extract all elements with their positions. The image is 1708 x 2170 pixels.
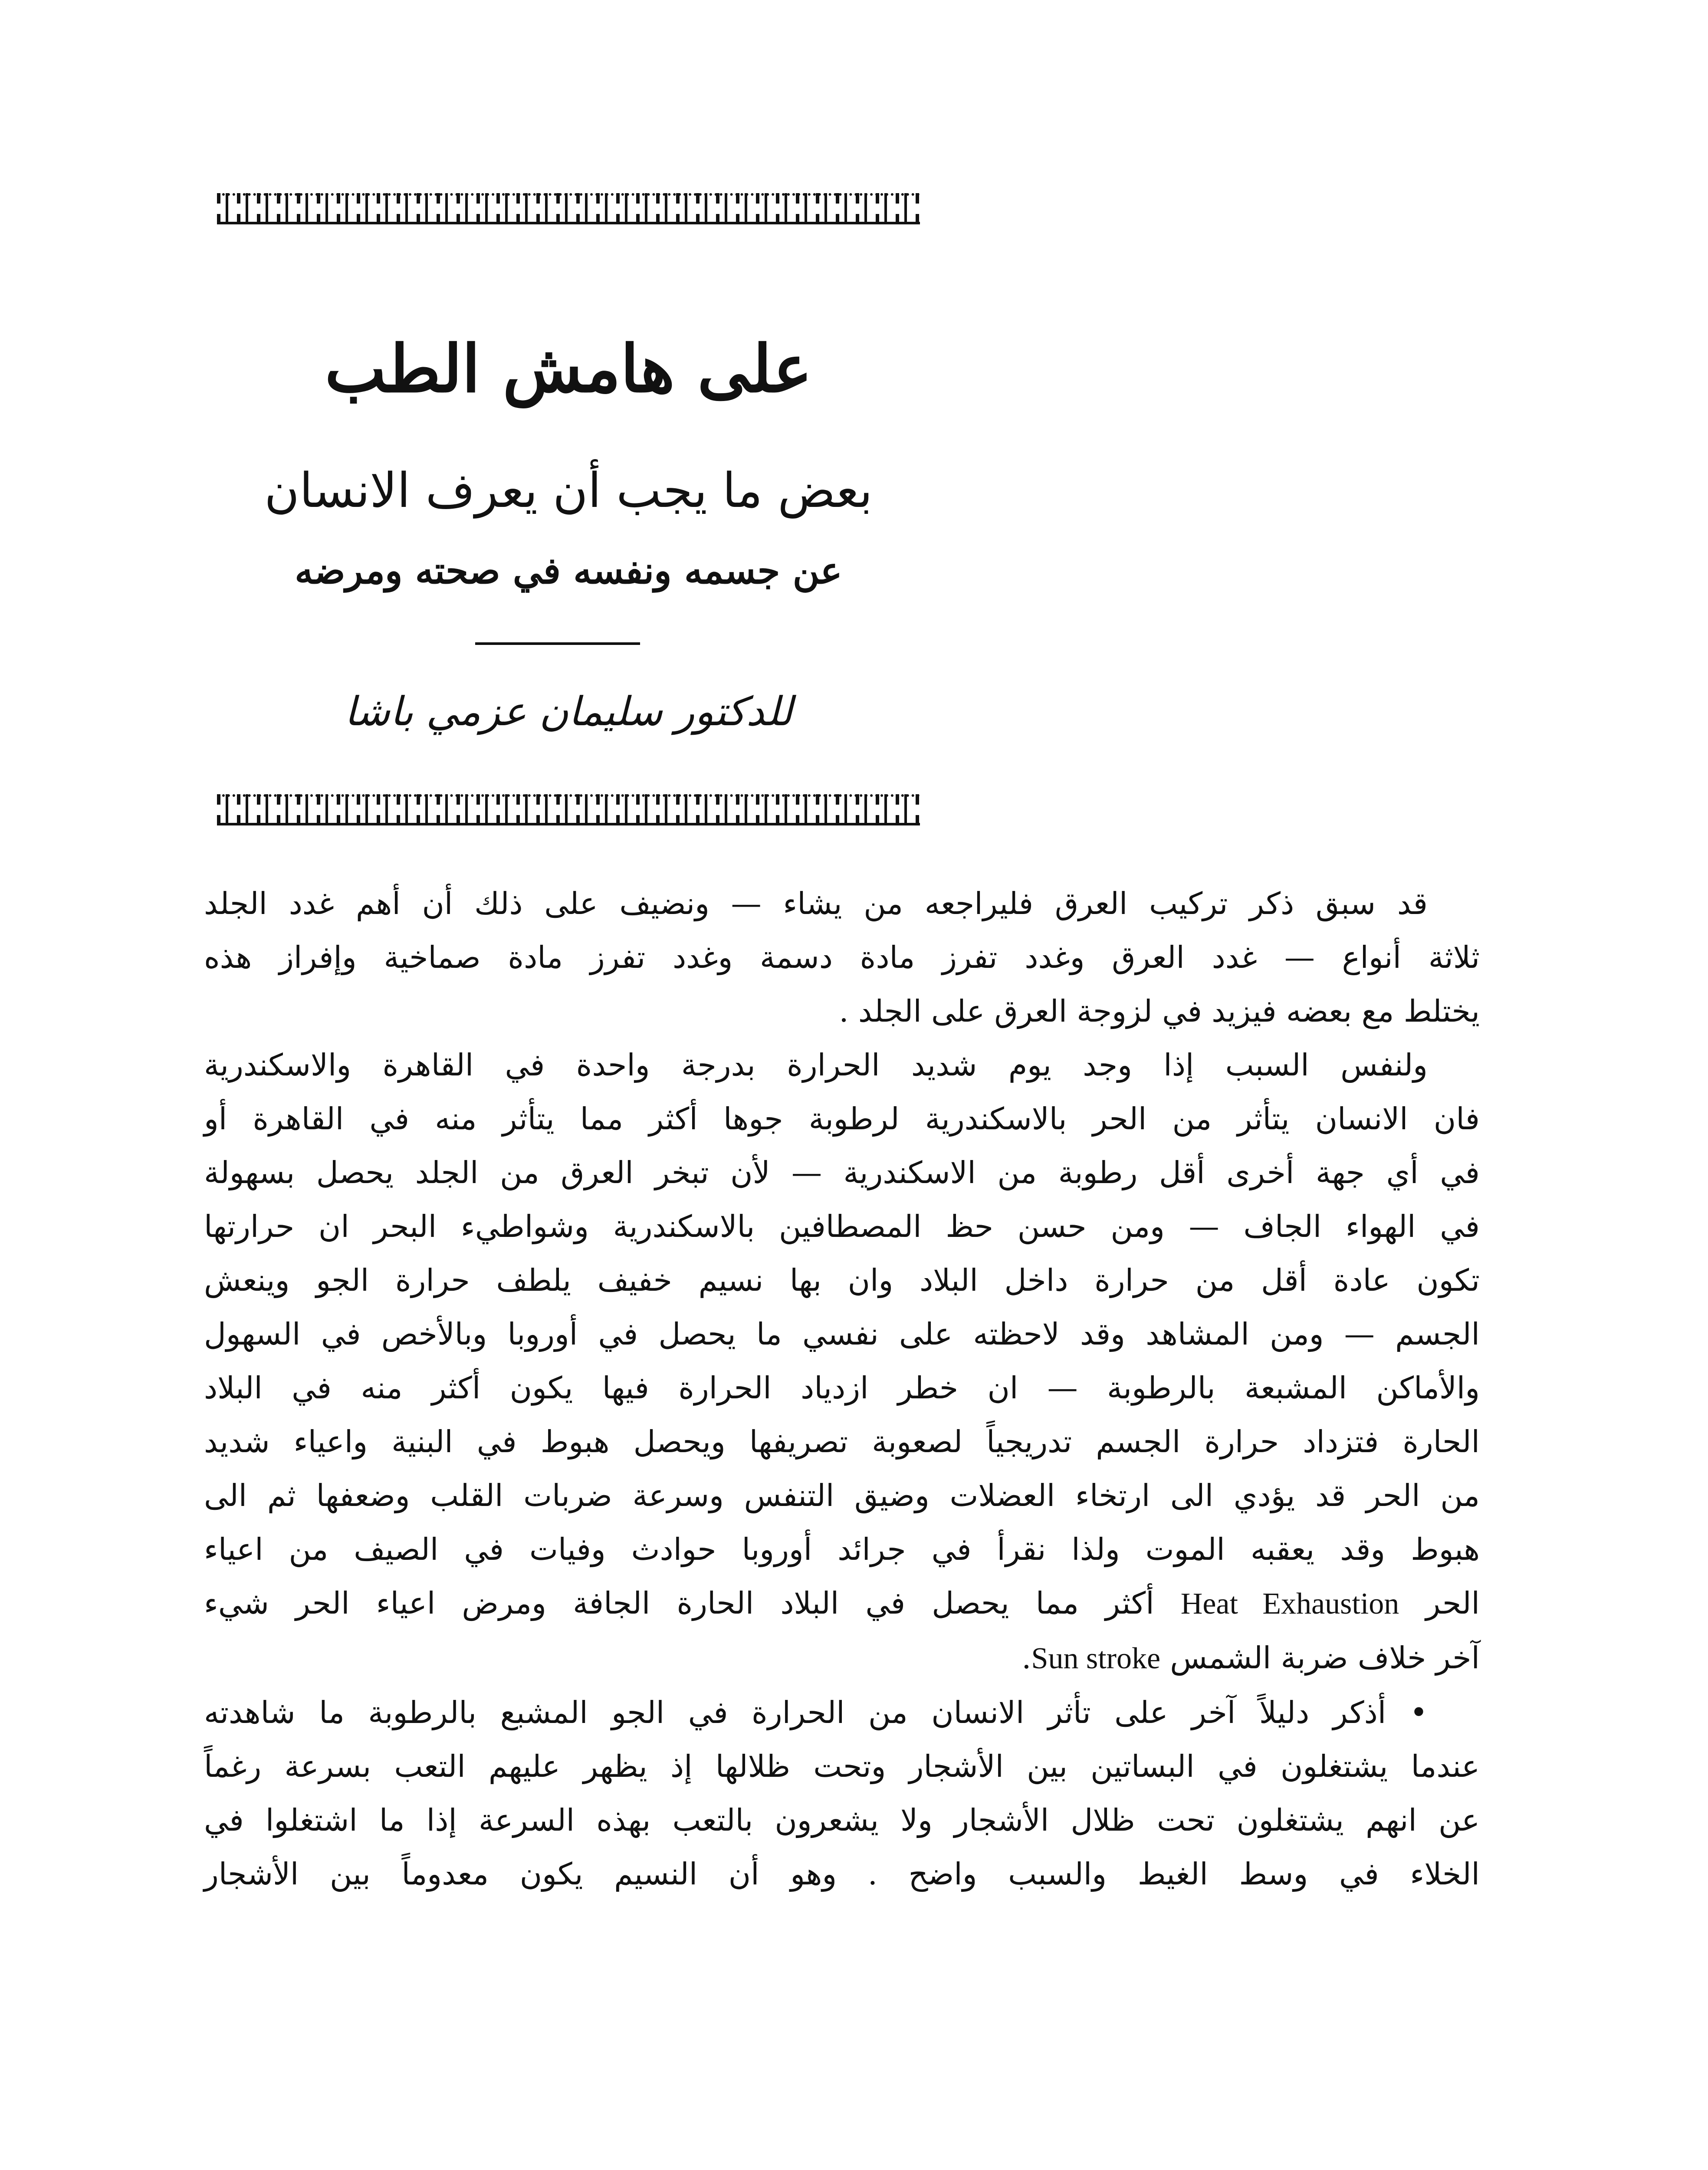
text-line: الخلاء في وسط الغيط والسبب واضح . وهو أن النسيم يكون معدوماً بين الأشجار [204, 1856, 1480, 1892]
text-line-sun-stroke [204, 1631, 1480, 1686]
text-line: • أذكر دليلاً آخر على تأثر الانسان من الحرارة في الجو المشبع بالرطوبة ما شاهدته [204, 1695, 1428, 1730]
sun-line-prefix: آخر خلاف ضربة الشمس [1170, 1640, 1480, 1676]
text-line: فان الانسان يتأثر من الحر بالاسكندرية لرطوبة جوها أكثر مما يتأثر منه في القاهرة أو [204, 1101, 1480, 1137]
bottom-ornament-border [217, 794, 920, 825]
text-line: قد سبق ذكر تركيب العرق فليراجعه من يشاء — ونضيف على ذلك أن أهم غدد الجلد [204, 886, 1428, 921]
paragraph-3 [204, 1686, 1480, 1901]
text-line: الجسم — ومن المشاهد وقد لاحظته على نفسي ما يحصل في أوروبا وبالأخص في السهول [204, 1316, 1480, 1352]
text-line: ولنفس السبب إذا وجد يوم شديد الحرارة بدرجة واحدة في القاهرة والاسكندرية [204, 1047, 1428, 1083]
sun-line-suffix: . [1022, 1640, 1031, 1676]
text-line: في الهواء الجاف — ومن حسن حظ المصطافين بالاسكندرية وشواطيء البحر ان حرارتها [204, 1209, 1480, 1244]
paragraph-1 [204, 877, 1480, 1038]
paragraph-2 [204, 1038, 1480, 1686]
text-line: في أي جهة أخرى أقل رطوبة من الاسكندرية — لأن تبخر العرق من الجلد يحصل بسهولة [204, 1155, 1480, 1190]
text-line: تكون عادة أقل من حرارة داخل البلاد وان بها نسيم خفيف يلطف حرارة الجو وينعش [204, 1263, 1480, 1298]
title-divider [475, 642, 640, 645]
text-line: يختلط مع بعضه فيزيد في لزوجة العرق على الجلد . [839, 993, 1480, 1029]
top-ornament-border [217, 193, 920, 224]
heat-line-prefix: الحر [1426, 1585, 1480, 1621]
text-line: من الحر قد يؤدي الى ارتخاء العضلات وضيق التنفس وسرعة ضربات القلب وضعفها ثم الى [204, 1478, 1480, 1513]
heat-exhaustion-term: Heat Exhaustion [1180, 1587, 1399, 1621]
author-byline: للدكتور سليمان عزمي باشا [344, 688, 793, 735]
text-line-heat-exhaustion [204, 1576, 1480, 1631]
text-line: ثلاثة أنواع — غدد العرق وغدد تفرز مادة دسمة وغدد تفرز مادة صماخية وإفراز هذه [204, 940, 1480, 975]
page-title: على هامش الطب [325, 331, 812, 407]
text-line: عن انهم يشتغلون تحت ظلال الأشجار ولا يشعرون بالتعب بهذه السرعة إذا ما اشتغلوا في [204, 1802, 1480, 1838]
text-line: هبوط وقد يعقبه الموت ولذا نقرأ في جرائد أوروبا حوادث وفيات في الصيف من اعياء [204, 1532, 1480, 1567]
text-line: الحارة فتزداد حرارة الجسم تدريجياً لصعوبة تصريفها ويحصل هبوط في البنية واعياء شديد [204, 1424, 1480, 1460]
text-line: والأماكن المشبعة بالرطوبة — ان خطر ازدياد الحرارة فيها يكون أكثر منه في البلاد [204, 1370, 1480, 1406]
page-subtitle-secondary: عن جسمه ونفسه في صحته ومرضه [295, 549, 842, 592]
article-body [204, 877, 1480, 1901]
heat-line-suffix: أكثر مما يحصل في البلاد الحارة الجافة ومرض اعياء الحر شيء [204, 1585, 1154, 1621]
text-line: عندما يشتغلون في البساتين بين الأشجار وتحت ظلالها إذ يظهر عليهم التعب بسرعة رغماً [204, 1749, 1480, 1784]
sun-stroke-term: Sun stroke [1031, 1642, 1161, 1675]
page-subtitle: بعض ما يجب أن يعرف الانسان [264, 463, 873, 518]
